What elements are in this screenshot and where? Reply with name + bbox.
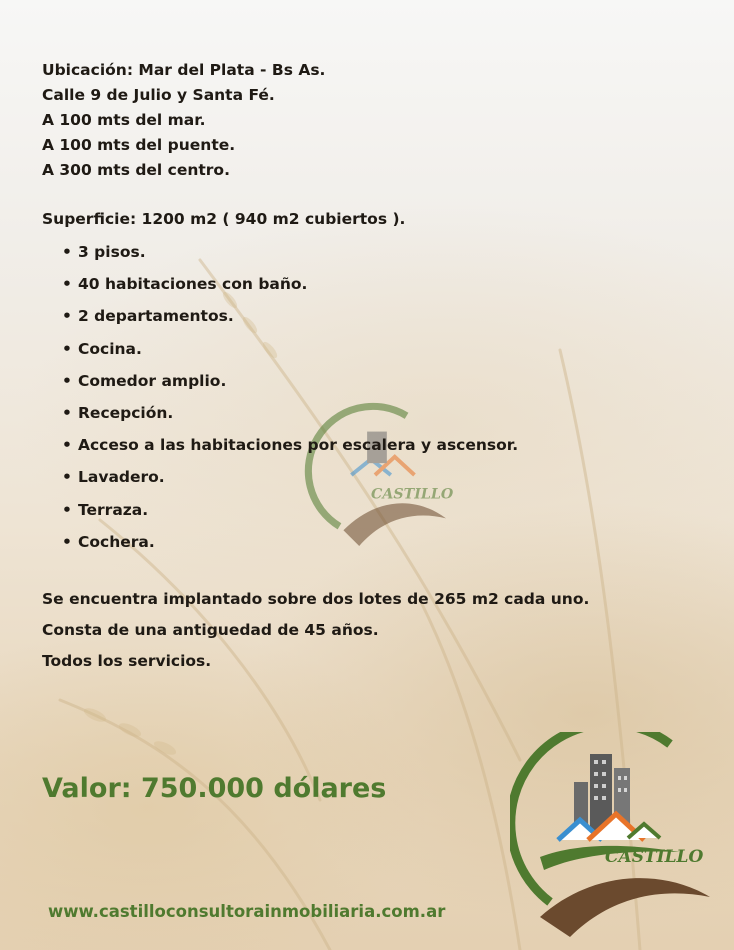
website-link[interactable]: www.castilloconsultorainmobiliaria.com.ar	[48, 902, 446, 921]
features-list	[42, 236, 702, 558]
list-item: • Cocina.	[62, 333, 702, 365]
list-item: • Terraza.	[62, 494, 702, 526]
castillo-logo	[510, 732, 710, 940]
list-item: • Comedor amplio.	[62, 365, 702, 397]
surface-text: Superficie: 1200 m2 ( 940 m2 cubiertos ).	[42, 210, 406, 228]
location-line: A 300 mts del centro.	[42, 161, 230, 179]
list-item: • Recepción.	[62, 397, 702, 429]
svg-text:CASTILLO: CASTILLO	[371, 486, 454, 503]
price-text: Valor: 750.000 dólares	[42, 773, 387, 804]
location-line: A 100 mts del puente.	[42, 136, 236, 154]
extra-line: Consta de una antiguedad de 45 años.	[42, 621, 379, 640]
property-description	[42, 58, 702, 677]
location-block	[42, 58, 702, 183]
list-item: • 40 habitaciones con baño.	[62, 268, 702, 300]
location-line: Calle 9 de Julio y Santa Fé.	[42, 86, 275, 104]
list-item: • 2 departamentos.	[62, 300, 702, 332]
extra-info	[42, 584, 702, 677]
extra-line: Todos los servicios.	[42, 652, 212, 671]
list-item: • Cochera.	[62, 526, 702, 558]
extra-line: Se encuentra implantado sobre dos lotes de 265 m2 cada uno.	[42, 590, 590, 609]
location-line: Ubicación: Mar del Plata - Bs As.	[42, 61, 326, 79]
brand-text: CASTILLO	[605, 847, 704, 867]
list-item: • Acceso a las habitaciones por escalera y ascensor.	[62, 429, 702, 461]
list-item: • 3 pisos.	[62, 236, 702, 268]
location-line: A 100 mts del mar.	[42, 111, 206, 129]
list-item: • Lavadero.	[62, 461, 702, 493]
